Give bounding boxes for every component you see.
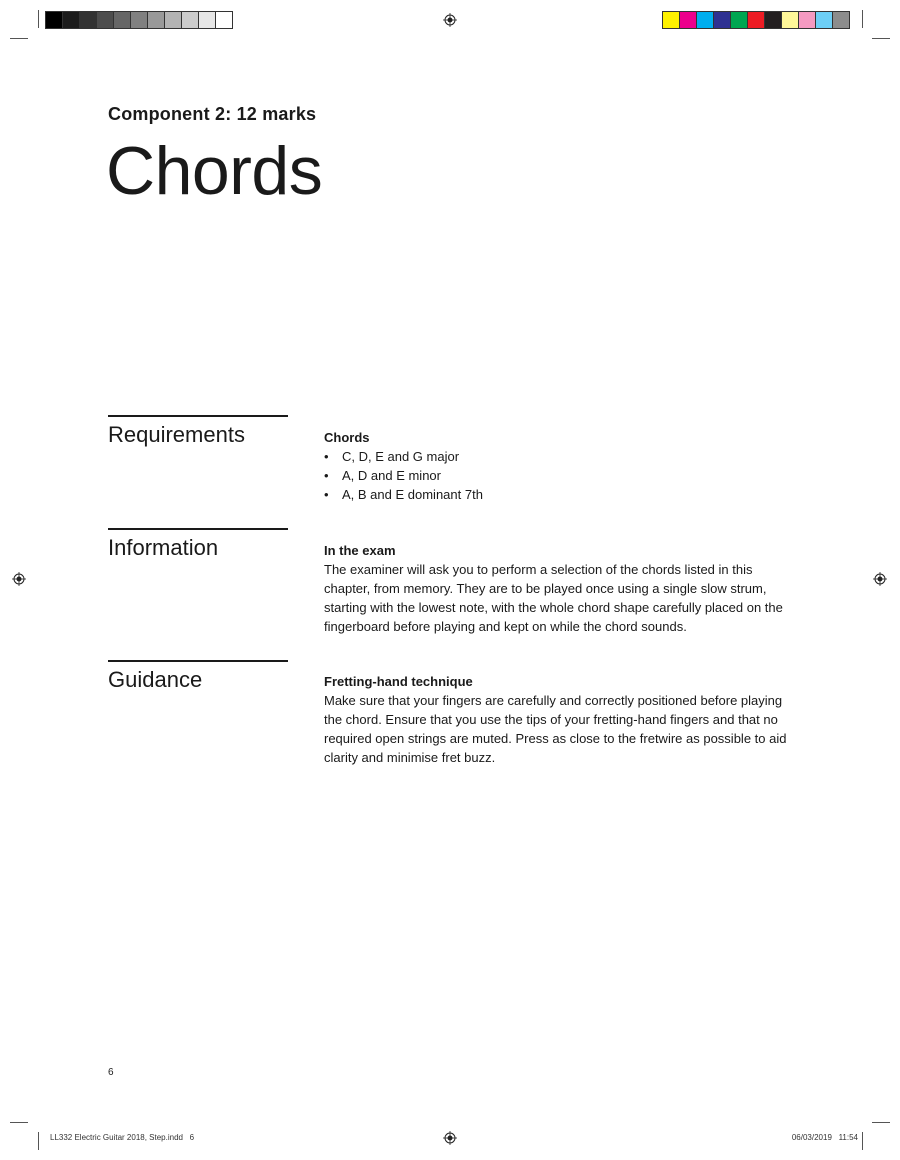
registration-mark-icon [873,572,887,586]
color-swatch [80,12,97,28]
color-swatch [148,12,165,28]
color-swatch [833,12,849,28]
crop-mark [862,1132,863,1150]
section-body-guidance [324,672,799,767]
crop-mark [38,10,39,28]
slug-date-time: 06/03/2019 11:54 [791,1133,858,1142]
color-swatch [816,12,833,28]
crop-mark [872,1122,890,1123]
list-item: • A, B and E dominant 7th [324,485,799,504]
list-item: • C, D, E and G major [324,447,799,466]
color-swatch [114,12,131,28]
section-subheading: Chords [324,430,370,445]
section-rule [108,660,288,662]
section-title-guidance: Guidance [108,667,203,692]
color-swatch [216,12,232,28]
color-swatch [131,12,148,28]
registration-mark-icon [443,1131,457,1145]
crop-mark [10,1122,28,1123]
list-item: • A, D and E minor [324,466,799,485]
section-rule [108,528,288,530]
color-swatch [97,12,114,28]
color-swatch [165,12,182,28]
crop-mark [872,38,890,39]
color-swatch [731,12,748,28]
color-swatch [63,12,80,28]
color-swatch [714,12,731,28]
requirements-list [324,447,799,504]
section-subheading: In the exam [324,543,396,558]
section-body-information [324,541,799,636]
crop-mark [10,38,28,39]
section-body-requirements [324,428,799,504]
section-title-requirements: Requirements [108,422,245,447]
color-swatch [46,12,63,28]
cmyk-color-bar [662,11,850,29]
grayscale-color-bar [45,11,233,29]
color-swatch [697,12,714,28]
section-subheading: Fretting-hand technique [324,674,473,689]
crop-mark [862,10,863,28]
section-paragraph: Make sure that your fingers are carefully and correctly positioned before playing the chord. Ensure that you use the tips of your fretting-hand fingers and that no required open strings are muted. Press as close to the fretwire as possible to aid clarity and minimise fret buzz. [324,693,787,765]
color-swatch [182,12,199,28]
component-heading: Component 2: 12 marks [108,104,317,124]
color-swatch [680,12,697,28]
registration-mark-icon [443,13,457,27]
chapter-title: Chords [106,133,323,209]
page-number: 6 [108,1067,114,1078]
color-swatch [782,12,799,28]
color-swatch [765,12,782,28]
color-swatch [748,12,765,28]
color-swatch [799,12,816,28]
section-paragraph: The examiner will ask you to perform a selection of the chords listed in this chapter, from memory. They are to be played once using a single slow strum, starting with the lowest note, with the whole chord shape carefully placed on the fingerboard before playing and kept on while the chord sounds. [324,562,783,634]
color-swatch [663,12,680,28]
slug-file-info: LL332 Electric Guitar 2018, Step.indd 6 [50,1133,195,1142]
crop-mark [38,1132,39,1150]
registration-mark-icon [12,572,26,586]
section-title-information: Information [108,535,219,560]
color-swatch [199,12,216,28]
section-rule [108,415,288,417]
